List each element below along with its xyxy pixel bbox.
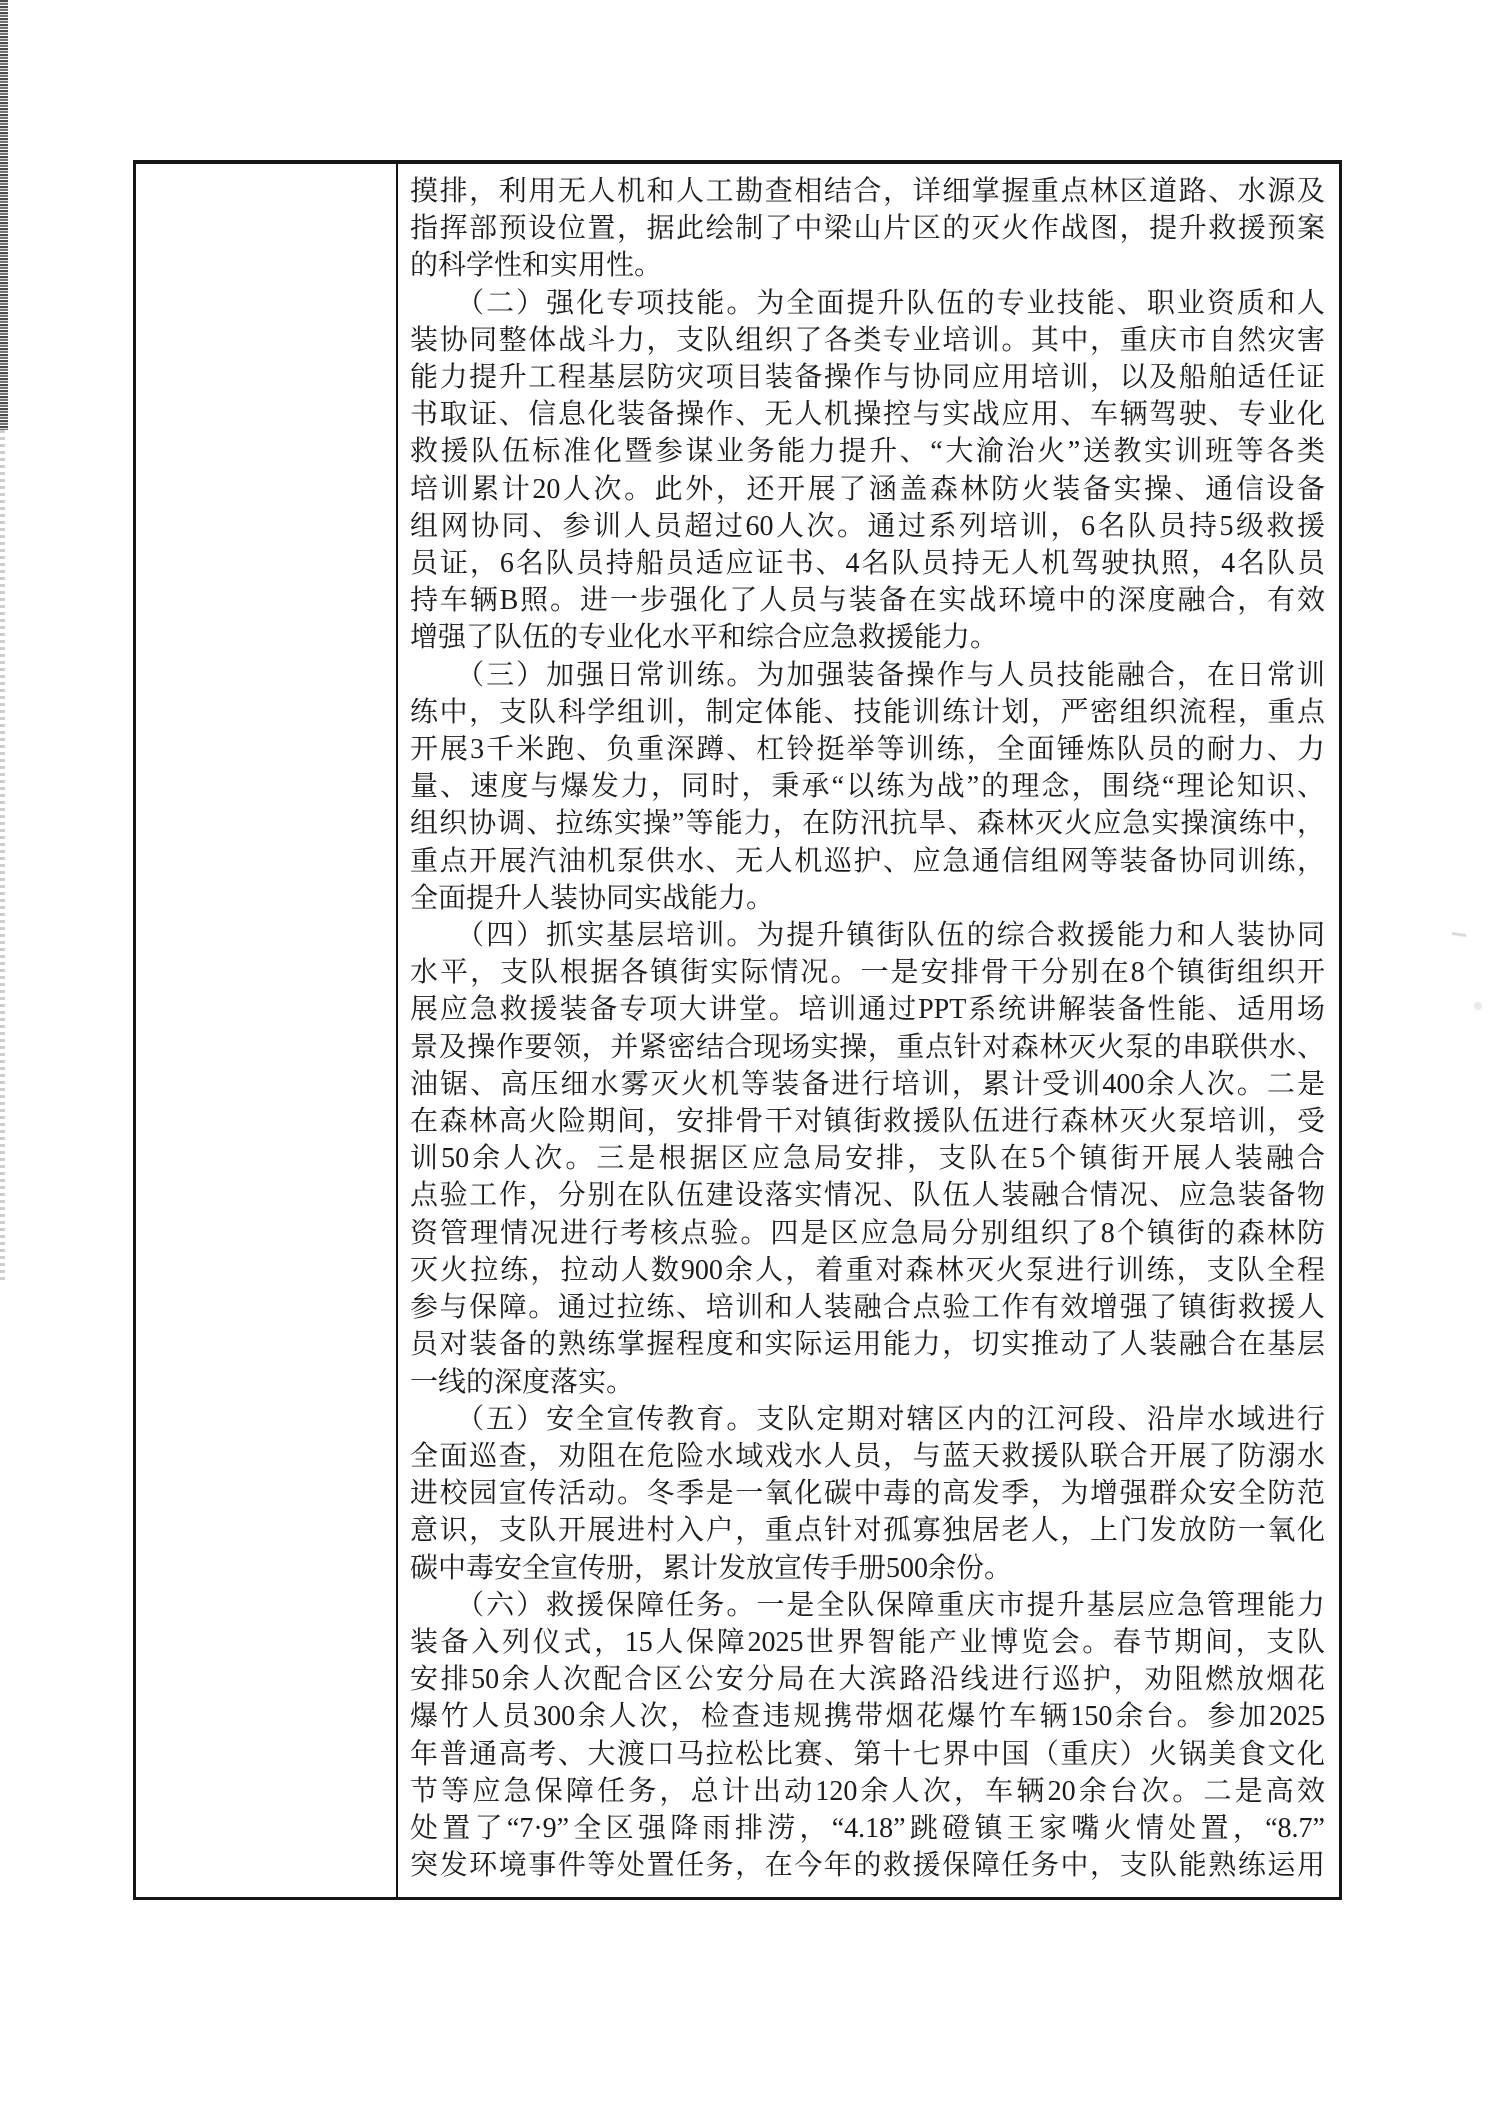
text-line: 景及操作要领，并紧密结合现场实操，重点针对森林灭火泵的串联供水、 bbox=[410, 1031, 1325, 1063]
scan-speck bbox=[1474, 1002, 1482, 1010]
text-line: 练中，支队科学组训，制定体能、技能训练计划，严密组织流程，重点 bbox=[410, 696, 1325, 728]
text-line: 持车辆B照。进一步强化了人员与装备在实战环境中的深度融合，有效 bbox=[410, 585, 1325, 617]
text-line: 指挥部预设位置，据此绘制了中梁山片区的灭火作战图，提升救援预案 bbox=[410, 213, 1325, 245]
table-cell-content bbox=[398, 164, 1339, 1897]
text-line: 摸排，利用无人机和人工勘查相结合，详细掌握重点林区道路、水源及 bbox=[410, 176, 1325, 207]
text-line: 爆竹人员300余人次，检查违规携带烟花爆竹车辆150余台。参加2025 bbox=[410, 1701, 1325, 1733]
text-line: 装备入列仪式，15人保障2025世界智能产业博览会。春节期间，支队 bbox=[410, 1626, 1325, 1658]
text-line: 装协同整体战斗力，支队组织了各类专业培训。其中，重庆市自然灾害 bbox=[410, 324, 1325, 356]
text-line: 年普通高考、大渡口马拉松比赛、第十七界中国（重庆）火锅美食文化 bbox=[410, 1738, 1325, 1770]
text-line: 点验工作，分别在队伍建设落实情况、队伍人装融合情况、应急装备物 bbox=[410, 1180, 1325, 1212]
text-line: 重点开展汽油机泵供水、无人机巡护、应急通信组网等装备协同训练， bbox=[410, 845, 1325, 877]
text-line: 的科学性和实用性。 bbox=[410, 250, 663, 282]
text-line: 员证，6名队员持船员适应证书、4名队员持无人机驾驶执照，4名队员 bbox=[410, 548, 1325, 580]
text-line: 培训累计20人次。此外，还开展了涵盖森林防火装备实操、通信设备 bbox=[410, 473, 1325, 505]
text-line: （二）强化专项技能。为全面提升队伍的专业技能、职业资质和人 bbox=[410, 287, 1325, 319]
text-line: （六）救援保障任务。一是全队保障重庆市提升基层应急管理能力 bbox=[410, 1589, 1325, 1621]
table-cell-label-column bbox=[136, 164, 398, 1897]
scan-artifact-left-edge bbox=[0, 0, 8, 430]
document-table bbox=[133, 160, 1342, 1900]
text-line: 意识，支队开展进村入户，重点针对孤寡独居老人，上门发放防一氧化 bbox=[410, 1515, 1325, 1547]
text-line: 组网协同、参训人员超过60人次。通过系列培训，6名队员持5级救援 bbox=[410, 510, 1325, 542]
text-line: （三）加强日常训练。为加强装备操作与人员技能融合，在日常训 bbox=[410, 659, 1325, 691]
text-line: 油锯、高压细水雾灭火机等装备进行培训，累计受训400余人次。二是 bbox=[410, 1068, 1325, 1100]
text-line: 在森林高火险期间，安排骨干对镇街救援队伍进行森林灭火泵培训，受 bbox=[410, 1106, 1325, 1138]
text-line: 增强了队伍的专业化水平和综合应急救援能力。 bbox=[410, 622, 999, 654]
text-line: 组织协调、拉练实操”等能力，在防汛抗旱、森林灭火应急实操演练中， bbox=[410, 808, 1325, 840]
text-line: 一线的深度落实。 bbox=[410, 1366, 635, 1398]
document-lines bbox=[410, 173, 1325, 1884]
text-line: 能力提升工程基层防灾项目装备操作与协同应用培训，以及船舶适任证 bbox=[410, 362, 1325, 394]
text-line: 全面巡查，劝阻在危险水域戏水人员，与蓝天救援队联合开展了防溺水 bbox=[410, 1440, 1325, 1472]
text-line: 全面提升人装协同实战能力。 bbox=[410, 882, 775, 914]
text-line: 资管理情况进行考核点验。四是区应急局分别组织了8个镇街的森林防 bbox=[410, 1217, 1325, 1249]
text-line: 节等应急保障任务，总计出动120余人次，车辆20余台次。二是高效 bbox=[410, 1775, 1325, 1807]
text-line: 开展3千米跑、负重深蹲、杠铃挺举等训练，全面锤炼队员的耐力、力 bbox=[410, 734, 1325, 766]
text-line: 突发环境事件等处置任务，在今年的救援保障任务中，支队能熟练运用 bbox=[410, 1850, 1325, 1882]
text-line: 水平，支队根据各镇街实际情况。一是安排骨干分别在8个镇街组织开 bbox=[410, 957, 1325, 989]
text-line: 处置了“7·9”全区强降雨排涝，“4.18”跳磴镇王家嘴火情处置，“8.7” bbox=[410, 1812, 1325, 1844]
text-line: （四）抓实基层培训。为提升镇街队伍的综合救援能力和人装协同 bbox=[410, 920, 1325, 952]
text-line: 量、速度与爆发力，同时，秉承“以练为战”的理念，围绕“理论知识、 bbox=[410, 771, 1325, 803]
text-line: 书取证、信息化装备操作、无人机操控与实战应用、车辆驾驶、专业化 bbox=[410, 399, 1325, 431]
text-line: 灭火拉练，拉动人数900余人，着重对森林灭火泵进行训练，支队全程 bbox=[410, 1254, 1325, 1286]
text-line: 员对装备的熟练掌握程度和实际运用能力，切实推动了人装融合在基层 bbox=[410, 1329, 1325, 1361]
text-line: 展应急救援装备专项大讲堂。培训通过PPT系统讲解装备性能、适用场 bbox=[410, 994, 1325, 1026]
text-line: 参与保障。通过拉练、培训和人装融合点验工作有效增强了镇街救援人 bbox=[410, 1292, 1325, 1324]
text-line: 碳中毒安全宣传册，累计发放宣传手册500余份。 bbox=[410, 1552, 1013, 1584]
text-line: 安排50余人次配合区公安分局在大滨路沿线进行巡护，劝阻燃放烟花 bbox=[410, 1664, 1325, 1696]
text-line: 救援队伍标准化暨参谋业务能力提升、“大渝治火”送教实训班等各类 bbox=[410, 436, 1325, 468]
scan-artifact-left-edge-faint bbox=[0, 430, 5, 1280]
scan-speck bbox=[1452, 932, 1466, 937]
text-line: 进校园宣传活动。冬季是一氧化碳中毒的高发季，为增强群众安全防范 bbox=[410, 1478, 1325, 1510]
text-line: （五）安全宣传教育。支队定期对辖区内的江河段、沿岸水域进行 bbox=[410, 1403, 1325, 1435]
text-line: 训50余人次。三是根据区应急局安排，支队在5个镇街开展人装融合 bbox=[410, 1143, 1325, 1175]
